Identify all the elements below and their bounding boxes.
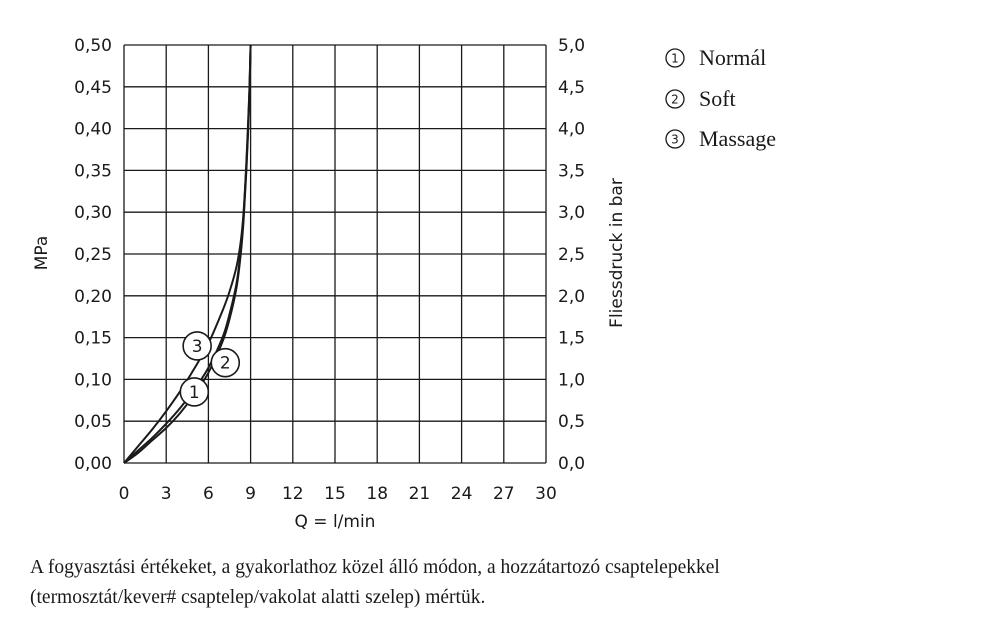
y-right-tick-label: 4,5 [558, 77, 586, 98]
caption-line-1: A fogyasztási értékeket, a gyakorlathoz közel álló módon, a hozzátartozó csaptelepekkel [30, 557, 720, 578]
y-right-tick-label: 4,0 [558, 119, 586, 140]
y-right-tick-label: 2,5 [558, 245, 586, 265]
x-tick-label: 18 [366, 484, 389, 504]
y-left-tick-label: 0,30 [74, 203, 112, 224]
y-left-tick-label: 0,25 [74, 245, 112, 265]
x-tick-label: 12 [281, 484, 304, 504]
x-tick-label: 3 [160, 484, 172, 504]
y-left-tick-label: 0,40 [74, 119, 112, 140]
y-right-tick-label: 1,0 [558, 370, 586, 391]
legend-item-massage [666, 126, 776, 151]
curve-marker-label-2: 2 [219, 353, 231, 374]
curve-marker-label-3: 3 [191, 336, 203, 357]
legend-item-normal [666, 45, 766, 70]
legend [666, 45, 776, 151]
y-left-tick-label: 0,15 [74, 328, 112, 349]
legend-label-normal: Normál [699, 45, 767, 70]
x-tick-label: 30 [535, 484, 557, 504]
legend-label-soft: Soft [699, 86, 736, 111]
y-axis-left-title: MPa [32, 235, 52, 271]
x-tick-label: 24 [450, 484, 473, 504]
y-right-tick-label: 1,5 [558, 328, 586, 349]
y-axis-right-ticks [558, 36, 585, 474]
y-right-tick-label: 3,0 [558, 203, 586, 224]
legend-symbol-2-text: 2 [671, 92, 679, 107]
y-left-tick-label: 0,50 [74, 36, 112, 56]
y-axis-right-title: Fliessdruck in bar [607, 178, 627, 328]
curve-marker-label-1: 1 [188, 382, 200, 403]
legend-item-soft [666, 86, 736, 111]
y-left-tick-label: 0,35 [74, 161, 112, 182]
legend-label-massage: Massage [699, 126, 776, 151]
x-tick-label: 15 [324, 484, 346, 504]
x-tick-label: 0 [118, 484, 130, 504]
y-left-tick-label: 0,05 [74, 412, 112, 433]
y-right-tick-label: 3,5 [558, 161, 586, 182]
y-right-tick-label: 2,0 [558, 286, 586, 307]
y-left-tick-label: 0,10 [74, 370, 112, 391]
y-left-tick-label: 0,45 [74, 77, 112, 98]
y-right-tick-label: 5,0 [558, 36, 586, 56]
x-tick-label: 21 [408, 484, 431, 504]
y-left-tick-label: 0,20 [74, 286, 112, 307]
x-tick-label: 9 [245, 484, 257, 504]
measurement-note [30, 553, 990, 613]
legend-symbol-1-text: 1 [671, 51, 679, 66]
y-right-tick-label: 0,5 [558, 412, 586, 433]
x-axis-title: Q = l/min [294, 512, 376, 532]
caption-line-2: (termosztát/kever# csaptelep/vakolat alatti szelep) mértük. [30, 587, 486, 608]
x-tick-label: 6 [202, 484, 214, 504]
y-axis-left-ticks [74, 36, 112, 474]
legend-symbol-3-text: 3 [671, 132, 679, 147]
y-left-tick-label: 0,00 [74, 454, 112, 474]
y-right-tick-label: 0,0 [558, 454, 586, 474]
x-axis-ticks [119, 484, 557, 504]
x-tick-label: 27 [492, 484, 515, 504]
